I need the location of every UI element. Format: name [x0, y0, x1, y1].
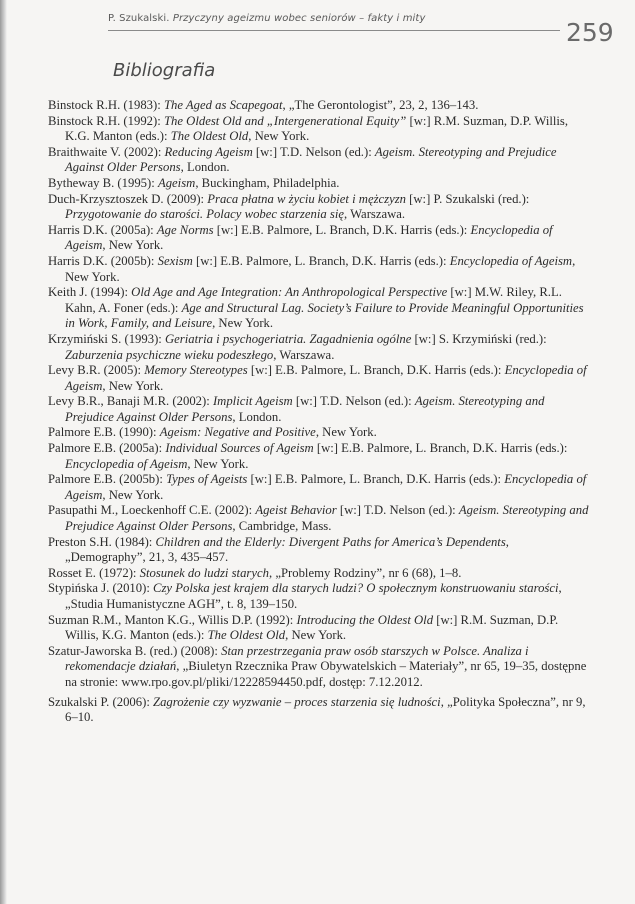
entry-title: Introducing the Oldest Old — [296, 612, 434, 627]
entry-text: , „Problemy Rodziny”, nr 6 (68), 1–8. — [268, 565, 462, 580]
entry-text: [w:] E.B. Palmore, L. Branch, D.K. Harris (eds.): — [192, 253, 450, 268]
entry-text: , Buckingham, Philadelphia. — [195, 175, 340, 190]
header-author: P. Szukalski. — [108, 13, 170, 24]
header-rule — [108, 30, 560, 31]
bibliography-list — [48, 98, 591, 726]
entry-text: [w:] T.D. Nelson (ed.): — [252, 144, 375, 159]
entry-text: [w:] T.D. Nelson (ed.): — [336, 503, 459, 518]
bibliography-entry — [48, 254, 591, 285]
entry-text: , New York. — [102, 238, 164, 253]
entry-text: Bytheway B. (1995): — [48, 175, 158, 190]
entry-text: , New York. — [212, 316, 274, 331]
entry-text: Duch-Krzysztoszek D. (2009): — [48, 191, 208, 206]
bibliography-entry — [48, 114, 591, 145]
entry-text: Braithwaite V. (2002): — [48, 144, 165, 159]
entry-text: , New York. — [65, 253, 576, 284]
entry-text: Binstock R.H. (1983): — [48, 98, 164, 112]
section-heading: Bibliografia — [113, 60, 216, 81]
entry-text: Palmore E.B. (1990): — [48, 425, 160, 440]
entry-title: Individual Sources of Ageism — [165, 441, 314, 456]
bibliography-entry — [48, 332, 591, 363]
entry-text: , New York. — [102, 378, 164, 393]
bibliography-entry — [48, 581, 591, 612]
entry-title: Age Norms — [156, 222, 214, 237]
entry-text: , London. — [180, 160, 230, 175]
entry-title: Praca płatna w życiu kobiet i mężczyzn — [207, 191, 406, 206]
entry-text: , „Studia Humanistyczne AGH”, t. 8, 139–150. — [65, 581, 562, 611]
entry-title: Implicit Ageism — [212, 394, 293, 409]
entry-text: [w:] P. Szukalski (red.): — [406, 191, 530, 206]
entry-title: Przygotowanie do starości. Polacy wobec starzenia się — [65, 207, 344, 222]
entry-text: Rosset E. (1972): — [48, 565, 140, 580]
bibliography-entry — [48, 566, 591, 582]
entry-text: , „The Gerontologist”, 23, 2, 136–143. — [282, 98, 479, 112]
bibliography-entry — [48, 441, 591, 472]
entry-text: Harris D.K. (2005a): — [48, 222, 157, 237]
page-number: 259 — [566, 18, 614, 47]
entry-title: Encyclopedia of Ageism — [65, 222, 553, 253]
entry-title: Zaburzenia psychiczne wieku podeszłego — [65, 347, 274, 362]
entry-text: Levy B.R., Banaji M.R. (2002): — [48, 394, 213, 409]
entry-title: Stan przestrzegania praw osób starszych w Polsce. Analiza i rekomendacje działań — [65, 643, 529, 674]
entry-text: Stypińska J. (2010): — [48, 581, 154, 596]
bibliography-entry — [48, 363, 591, 394]
bibliography-entry — [48, 644, 591, 691]
entry-title: Ageism: Negative and Positive — [159, 425, 316, 440]
entry-text: [w:] T.D. Nelson (ed.): — [292, 394, 415, 409]
entry-title: Encyclopedia of Ageism — [65, 363, 587, 393]
entry-title: Ageist Behavior — [255, 503, 337, 518]
entry-title: Stosunek do ludzi starych — [139, 565, 269, 580]
entry-text: Suzman R.M., Manton K.G., Willis D.P. (1992): — [48, 612, 297, 627]
bibliography-entry — [48, 472, 591, 503]
entry-text: , New York. — [187, 456, 249, 471]
entry-title: Zagrożenie czy wyzwanie – proces starzenia się ludności — [153, 694, 441, 709]
bibliography-entry — [48, 695, 591, 726]
bibliography-entry — [48, 145, 591, 176]
bibliography-entry — [48, 192, 591, 223]
entry-text: [w:] E.B. Palmore, L. Branch, D.K. Harris (eds.): — [247, 363, 505, 378]
entry-title: Age and Structural Lag. Society’s Failure to Provide Meaningful Opportunities in Work, Family, and Leisure — [65, 300, 584, 331]
page-spine-shadow — [0, 0, 7, 904]
entry-title: Children and the Elderly: Divergent Paths for America’s Dependents — [155, 534, 506, 549]
entry-title: Ageism. Stereotyping and Prejudice Against Older Persons — [65, 503, 589, 534]
bibliography-entry — [48, 425, 591, 441]
entry-text: [w:] E.B. Palmore, L. Branch, D.K. Harris (eds.): — [247, 472, 505, 487]
bibliography-entry — [48, 285, 591, 332]
entry-title: Encyclopedia of Ageism — [449, 253, 573, 268]
entry-text: [w:] E.B. Palmore, L. Branch, D.K. Harris (eds.): — [313, 441, 568, 456]
entry-text: , Cambridge, Mass. — [232, 519, 332, 534]
entry-text: Levy B.R. (2005): — [48, 363, 145, 378]
entry-text: [w:] E.B. Palmore, L. Branch, D.K. Harris (eds.): — [213, 222, 471, 237]
bibliography-entry — [48, 223, 591, 254]
bibliography-entry — [48, 394, 591, 425]
entry-text: [w:] S. Krzymiński (red.): — [411, 331, 547, 346]
running-header — [108, 13, 425, 24]
entry-text: Harris D.K. (2005b): — [48, 253, 158, 268]
entry-text: Pasupathi M., Loeckenhoff C.E. (2002): — [48, 503, 256, 518]
entry-title: The Aged as Scapegoat — [163, 98, 283, 112]
entry-title: Ageism. Stereotyping and Prejudice Against Older Persons — [65, 144, 557, 175]
entry-text: Keith J. (1994): — [48, 285, 132, 300]
entry-text: , Warszawa. — [273, 347, 335, 362]
entry-text: , New York. — [248, 129, 310, 144]
entry-text: Palmore E.B. (2005a): — [48, 441, 166, 456]
entry-title: The Oldest Old — [207, 628, 286, 643]
entry-title: The Oldest Old and „Intergenerational Equity” — [163, 113, 407, 128]
entry-title: Reducing Ageism — [164, 144, 253, 159]
entry-title: Ageism — [157, 175, 196, 190]
entry-title: Sexism — [157, 253, 193, 268]
entry-title: Encyclopedia of Ageism — [65, 456, 188, 471]
entry-text: , London. — [232, 409, 282, 424]
entry-text: Preston S.H. (1984): — [48, 534, 156, 549]
entry-title: Old Age and Age Integration: An Anthropological Perspective — [131, 285, 448, 300]
entry-text: , New York. — [102, 487, 164, 502]
entry-text: , „Demography”, 21, 3, 435–457. — [65, 534, 509, 565]
entry-text: , „Polityka Społeczna”, nr 9, 6–10. — [65, 694, 586, 725]
entry-text: Szukalski P. (2006): — [48, 694, 154, 709]
bibliography-entry — [48, 98, 591, 114]
entry-text: [w:] R.M. Suzman, D.P. Willis, K.G. Manton (eds.): — [65, 612, 559, 643]
entry-title: Geriatria i psychogeriatria. Zagadnienia ogólne — [165, 331, 412, 346]
entry-text: [w:] M.W. Riley, R.L. Kahn, A. Foner (eds.): — [65, 285, 562, 315]
entry-title: Types of Ageists — [166, 472, 248, 487]
entry-text: , Warszawa. — [343, 207, 406, 222]
bibliography-entry — [48, 613, 591, 644]
entry-text: Krzymiński S. (1993): — [48, 331, 166, 346]
entry-text: Szatur-Jaworska B. (red.) (2008): — [48, 643, 222, 658]
entry-title: The Oldest Old — [170, 129, 249, 144]
entry-text: , New York. — [315, 425, 377, 440]
bibliography-entry — [48, 503, 591, 534]
bibliography-entry — [48, 176, 591, 192]
entry-text: Palmore E.B. (2005b): — [48, 472, 167, 487]
entry-title: Ageism. Stereotyping and Prejudice Against Older Persons — [65, 394, 545, 424]
entry-text: , „Biuletyn Rzecznika Praw Obywatelskich – Materiały”, nr 65, 19–35, dostępne na stronie: www.rpo.gov.pl/pliki/12228594450.pdf, dostęp: 7.12.2012. — [65, 659, 587, 689]
entry-title: Memory Stereotypes — [144, 363, 248, 378]
entry-title: Encyclopedia of Ageism — [65, 472, 587, 502]
entry-text: , New York. — [285, 628, 347, 643]
entry-text: [w:] R.M. Suzman, D.P. Willis, K.G. Manton (eds.): — [65, 113, 569, 144]
bibliography-entry — [48, 535, 591, 566]
entry-title: Czy Polska jest krajem dla starych ludzi? O społecznym konstruowaniu starości — [153, 581, 559, 596]
header-title: Przyczyny ageizmu wobec seniorów – fakty i mity — [172, 13, 426, 24]
entry-text: Binstock R.H. (1992): — [48, 113, 164, 128]
